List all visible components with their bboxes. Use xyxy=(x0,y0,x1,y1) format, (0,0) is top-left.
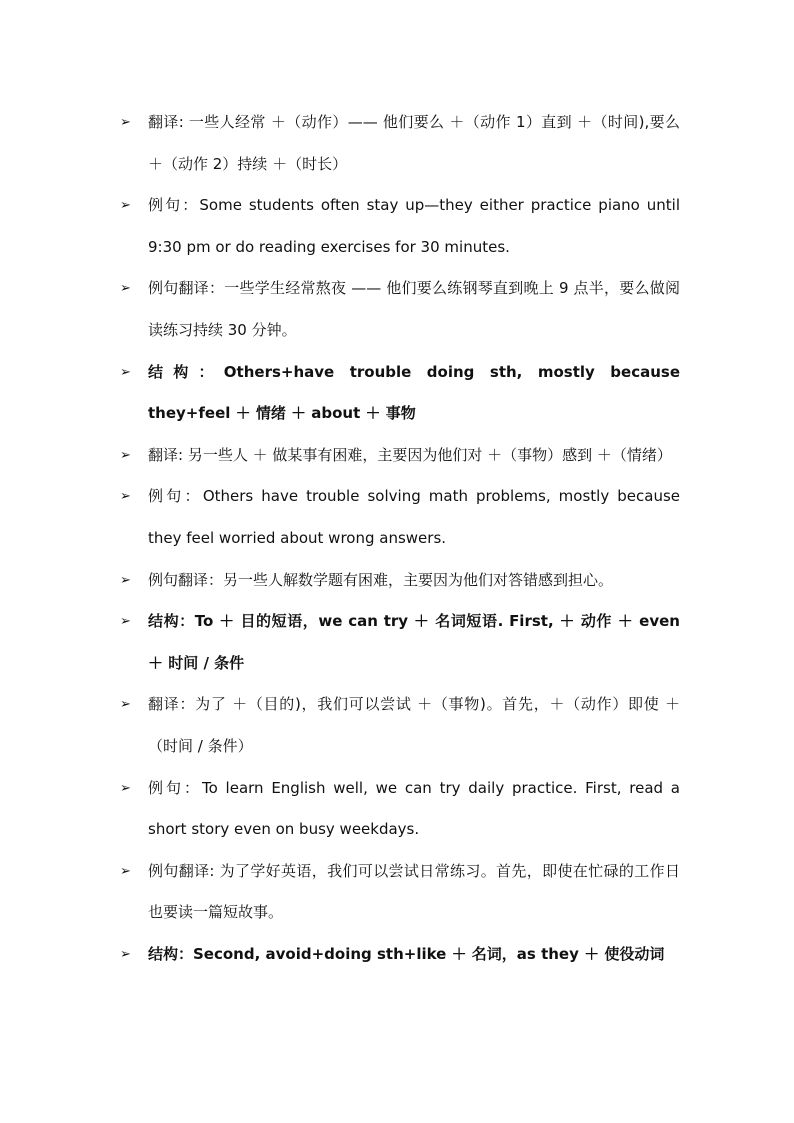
item-text: 结构：To ＋ 目的短语，we can try ＋ 名词短语. First, ＋ 动作 ＋ even ＋ 时间 / 条件 xyxy=(148,612,680,672)
example-item xyxy=(120,185,680,268)
item-text: 例句：Others have trouble solving math problems, mostly because they feel worried about wrong answers. xyxy=(148,487,680,547)
translation-item xyxy=(120,684,680,767)
example-translation-item xyxy=(120,851,680,934)
arrow-bullet-icon: ➢ xyxy=(120,115,131,130)
arrow-bullet-icon: ➢ xyxy=(120,447,131,463)
example-item xyxy=(120,476,680,559)
item-text: 结构：Second, avoid+doing sth+like ＋ 名词，as they ＋ 使役动词 xyxy=(148,944,665,963)
bullet-list xyxy=(120,102,680,975)
example-translation-item xyxy=(120,268,680,351)
item-text: 例句：To learn English well, we can try daily practice. First, read a short story even on busy weekdays. xyxy=(148,778,680,839)
item-text: 结构：Others+have trouble doing sth, mostly because they+feel ＋ 情绪 ＋ about ＋ 事物 xyxy=(148,362,680,423)
arrow-bullet-icon: ➢ xyxy=(120,281,131,297)
structure-item xyxy=(120,601,680,684)
arrow-bullet-icon: ➢ xyxy=(120,198,131,214)
arrow-bullet-icon: ➢ xyxy=(120,572,131,588)
example-item xyxy=(120,768,680,851)
item-text: 翻译: 另一些人 ＋ 做某事有困难，主要因为他们对 ＋（事物）感到 ＋（情绪） xyxy=(148,445,672,464)
item-text: 翻译: 一些人经常 ＋（动作）—— 他们要么 ＋（动作 1）直到 ＋（时间),要么 ＋（动作 2）持续 ＋（时长） xyxy=(148,113,680,173)
item-text: 翻译：为了 ＋（目的)，我们可以尝试 ＋（事物)。首先，＋（动作）即使 ＋（时间 / 条件） xyxy=(148,695,680,755)
arrow-bullet-icon: ➢ xyxy=(120,780,131,796)
translation-item xyxy=(120,102,680,185)
arrow-bullet-icon: ➢ xyxy=(120,614,131,630)
arrow-bullet-icon: ➢ xyxy=(120,364,131,380)
item-text: 例句翻译：另一些人解数学题有困难，主要因为他们对答错感到担心。 xyxy=(148,570,614,589)
arrow-bullet-icon: ➢ xyxy=(120,946,131,962)
item-text: 例句翻译: 为了学好英语，我们可以尝试日常练习。首先，即使在忙碌的工作日也要读一篇短故事。 xyxy=(148,861,680,922)
structure-item xyxy=(120,934,680,976)
structure-item xyxy=(120,352,680,435)
example-translation-item xyxy=(120,560,680,602)
arrow-bullet-icon: ➢ xyxy=(120,863,131,879)
item-text: 例句翻译：一些学生经常熬夜 —— 他们要么练钢琴直到晚上 9 点半，要么做阅读练习持续 30 分钟。 xyxy=(148,279,680,339)
arrow-bullet-icon: ➢ xyxy=(120,489,131,505)
item-text: 例句：Some students often stay up—they either practice piano until 9:30 pm or do reading exercises for 30 minutes. xyxy=(148,196,680,256)
translation-item xyxy=(120,435,680,477)
arrow-bullet-icon: ➢ xyxy=(120,697,131,713)
